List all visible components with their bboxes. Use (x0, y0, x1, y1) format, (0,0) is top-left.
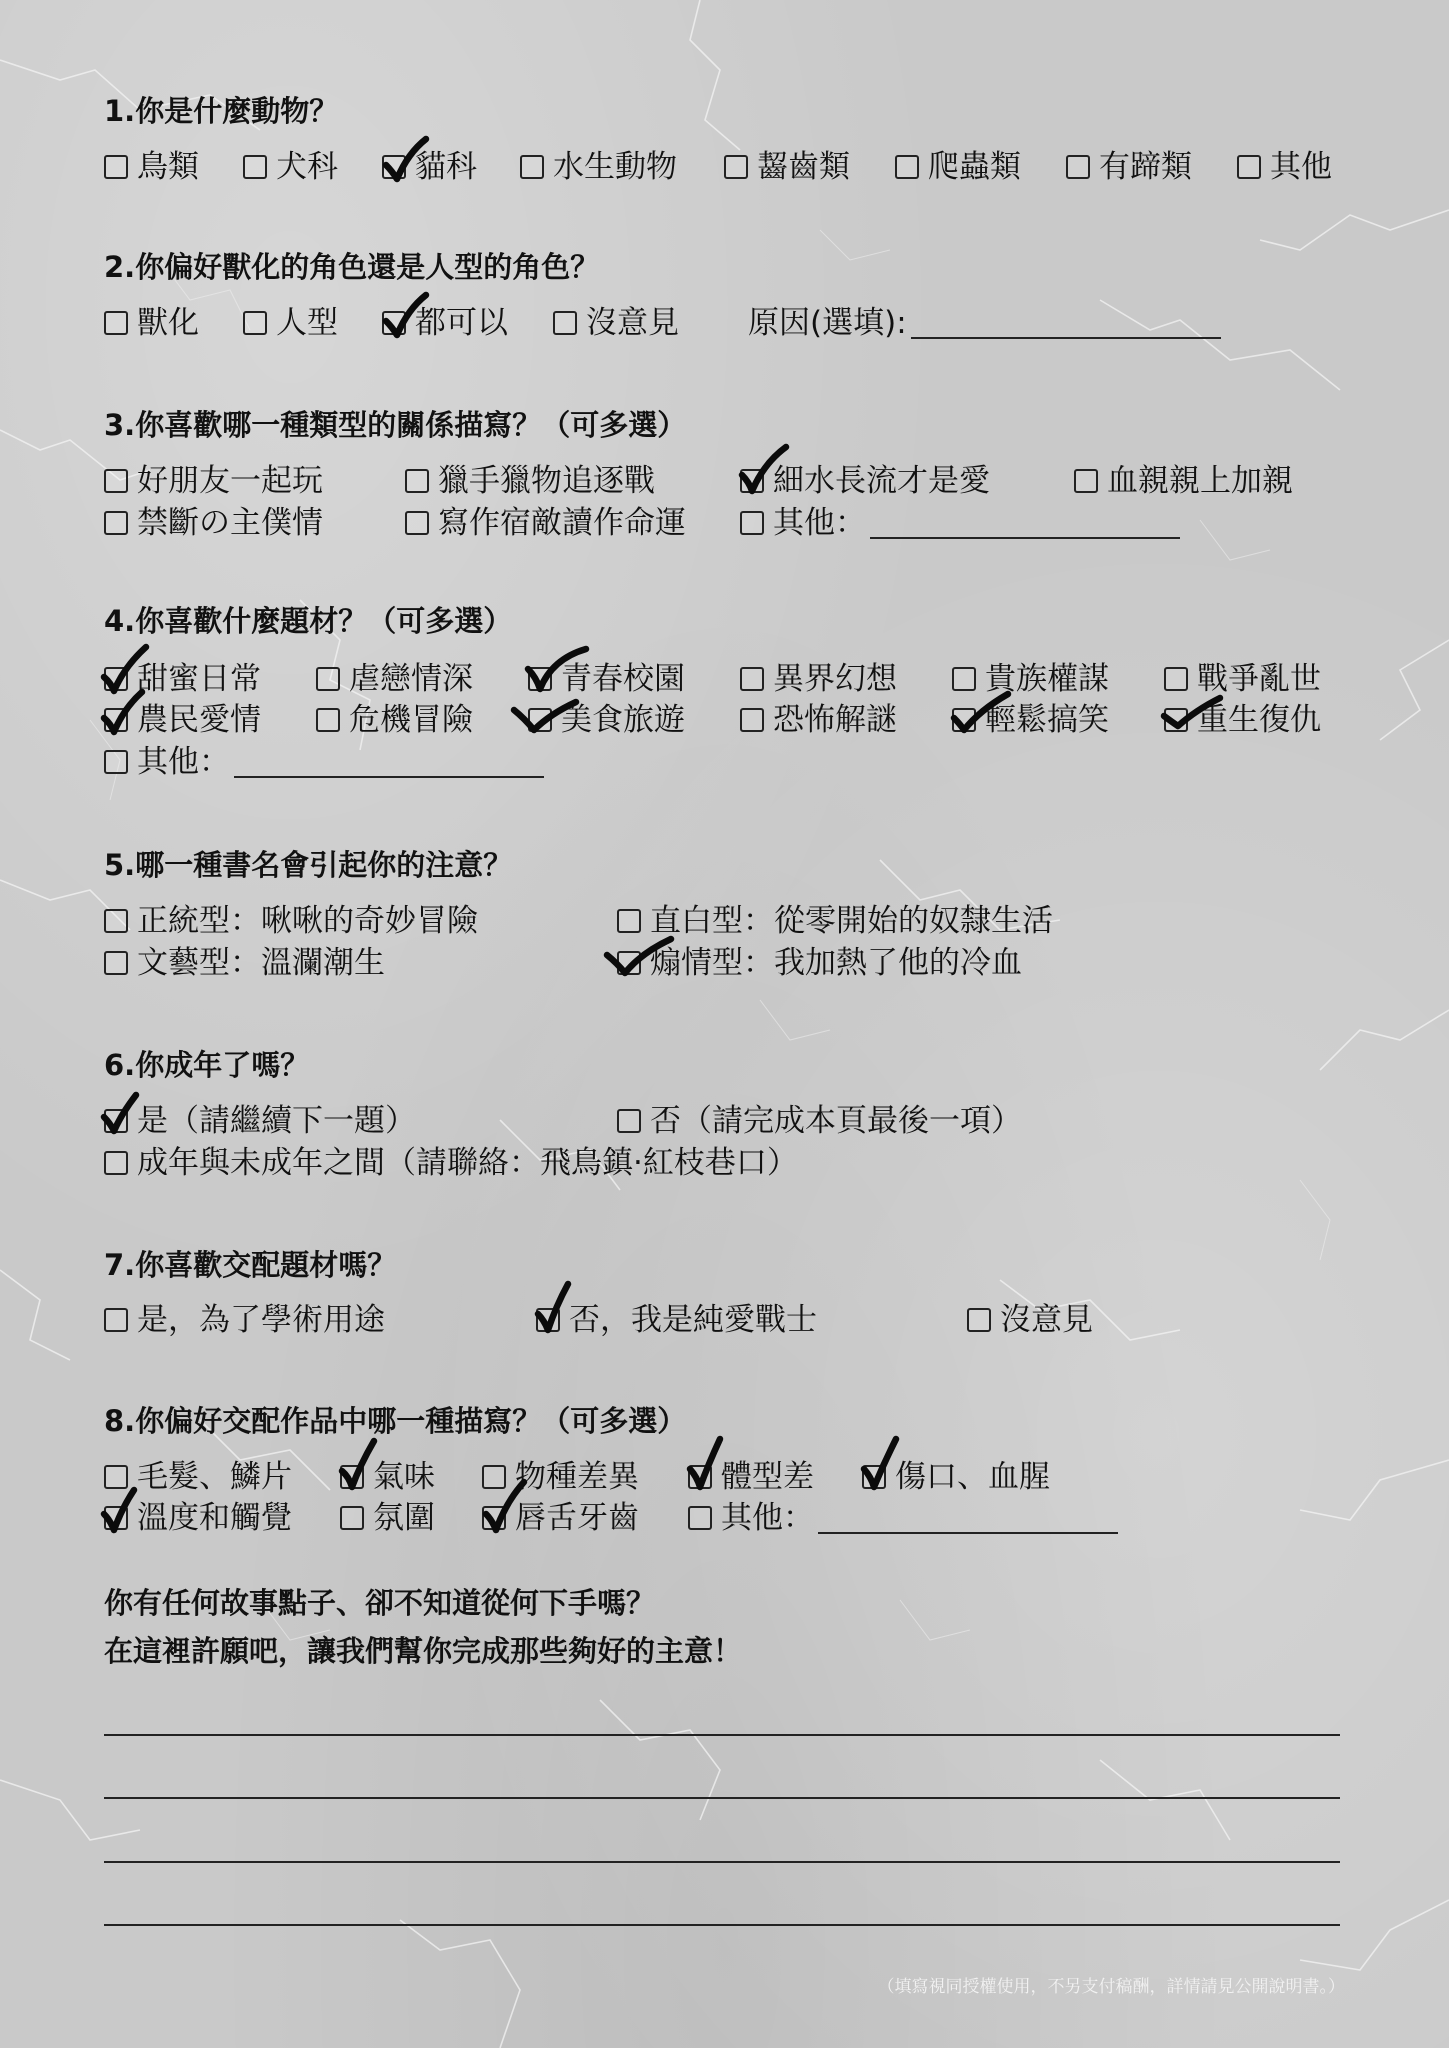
q2-option-beast[interactable] (104, 304, 199, 342)
q8-option-wounds-gore[interactable] (862, 1458, 1050, 1496)
wish-write-line[interactable] (104, 1734, 1340, 1736)
checkbox[interactable] (1074, 469, 1098, 493)
option-label: 文藝型：溫瀾潮生 (137, 945, 385, 981)
option-label: 毛髮、鱗片 (137, 1459, 292, 1495)
q4-option-rebirth-revenge[interactable] (1164, 701, 1321, 739)
option-label: 其他： (721, 1500, 814, 1536)
option-label: 人型 (276, 305, 338, 341)
option-label: 虐戀情深 (349, 661, 473, 697)
question-1-title: 1.你是什麼動物？ (104, 94, 339, 128)
checkbox[interactable] (1237, 155, 1261, 179)
q4-option-crisis-adventure[interactable] (316, 701, 473, 739)
checkbox[interactable] (536, 1308, 560, 1332)
checkbox[interactable] (688, 1465, 712, 1489)
question-7-title: 7.你喜歡交配題材嗎？ (104, 1248, 397, 1282)
q3-option-blood-kin[interactable] (1074, 462, 1293, 500)
checkbox[interactable] (104, 469, 128, 493)
q2-option-human[interactable] (243, 304, 338, 342)
q1-option-other[interactable] (1237, 148, 1332, 186)
q3-option-hunter-prey[interactable] (405, 462, 655, 500)
option-label: 異界幻想 (773, 661, 897, 697)
option-label: 都可以 (415, 305, 508, 341)
option-label: 沒意見 (1000, 1302, 1093, 1338)
question-5-title: 5.哪一種書名會引起你的注意？ (104, 848, 513, 882)
wish-heading-line-2: 在這裡許願吧，讓我們幫你完成那些夠好的主意！ (104, 1634, 743, 1668)
wish-write-line[interactable] (104, 1861, 1340, 1863)
checkbox[interactable] (104, 909, 128, 933)
option-label: 唇舌牙齒 (515, 1500, 639, 1536)
question-8-title: 8.你偏好交配作品中哪一種描寫？（可多選） (104, 1404, 687, 1438)
q6-option-yes[interactable] (104, 1102, 416, 1140)
checkbox[interactable] (243, 155, 267, 179)
q3-option-other[interactable] (740, 504, 1180, 542)
option-label: 危機冒險 (349, 702, 473, 738)
option-label: 血親親上加親 (1107, 463, 1293, 499)
question-3-title: 3.你喜歡哪一種類型的關係描寫？（可多選） (104, 408, 687, 442)
checkmark-icon (534, 1288, 586, 1340)
option-label: 犬科 (276, 149, 338, 185)
checkbox[interactable] (862, 1465, 886, 1489)
checkbox[interactable] (316, 708, 340, 732)
checkmark-icon (102, 688, 154, 740)
checkbox[interactable] (528, 708, 552, 732)
q3-option-rival-fate[interactable] (405, 504, 686, 542)
option-label: 細水長流才是愛 (773, 463, 990, 499)
option-label: 氣味 (373, 1459, 435, 1495)
option-label: 貓科 (415, 149, 477, 185)
q4-option-other[interactable] (104, 743, 544, 781)
q1-option-rodent[interactable] (724, 148, 850, 186)
other-blank-line[interactable] (234, 746, 544, 778)
checkbox[interactable] (724, 155, 748, 179)
question-6-title: 6.你成年了嗎？ (104, 1048, 310, 1082)
q8-option-scent[interactable] (340, 1458, 435, 1496)
q1-option-canine[interactable] (243, 148, 338, 186)
option-label: 美食旅遊 (561, 702, 685, 738)
checkbox[interactable] (104, 155, 128, 179)
q8-option-atmosphere[interactable] (340, 1499, 435, 1537)
option-label: 否（請完成本頁最後一項） (650, 1103, 1022, 1139)
option-label: 戰爭亂世 (1197, 661, 1321, 697)
option-label: 好朋友一起玩 (137, 463, 323, 499)
checkbox[interactable] (740, 708, 764, 732)
q1-option-ungulate[interactable] (1066, 148, 1192, 186)
checkbox[interactable] (340, 1465, 364, 1489)
q1-option-aquatic[interactable] (520, 148, 677, 186)
option-label: 其他 (1270, 149, 1332, 185)
q4-option-comedy[interactable] (952, 701, 1109, 739)
checkmark-icon (950, 688, 1002, 740)
checkbox[interactable] (1066, 155, 1090, 179)
checkbox[interactable] (617, 1109, 641, 1133)
option-label: 物種差異 (515, 1459, 639, 1495)
option-label: 體型差 (721, 1459, 814, 1495)
q1-option-bird[interactable] (104, 148, 199, 186)
q6-option-no[interactable] (617, 1102, 1022, 1140)
q3-option-forbidden-master-servant[interactable] (104, 504, 323, 542)
q4-option-angst-romance[interactable] (316, 660, 473, 698)
checkmark-icon (1162, 688, 1214, 740)
q7-option-yes[interactable] (104, 1301, 385, 1339)
other-blank-line[interactable] (870, 507, 1180, 539)
checkbox[interactable] (340, 1506, 364, 1530)
checkmark-icon (338, 1445, 390, 1497)
option-label: 沒意見 (586, 305, 679, 341)
checkbox[interactable] (740, 469, 764, 493)
q2-reason-field[interactable] (748, 304, 1221, 342)
q3-option-friends[interactable] (104, 462, 323, 500)
checkmark-icon (860, 1445, 912, 1497)
checkbox[interactable] (243, 311, 267, 335)
checkbox[interactable] (520, 155, 544, 179)
option-label: 直白型：從零開始的奴隸生活 (650, 903, 1053, 939)
q5-option-straightforward[interactable] (617, 902, 1053, 940)
q2-option-either[interactable] (382, 304, 508, 342)
checkbox[interactable] (316, 667, 340, 691)
checkmark-icon (615, 931, 667, 983)
checkmark-icon (738, 449, 790, 501)
checkbox[interactable] (1164, 708, 1188, 732)
footer-disclaimer: （填寫視同授權使用，不另支付稿酬，詳情請見公開說明書。） (877, 1977, 1345, 1997)
option-label: 其他： (773, 505, 866, 541)
q4-option-farmer-love[interactable] (104, 701, 261, 739)
checkmark-icon (480, 1486, 532, 1538)
checkbox[interactable] (405, 469, 429, 493)
q3-option-slow-love[interactable] (740, 462, 990, 500)
wish-write-line[interactable] (104, 1924, 1340, 1926)
option-label: 爬蟲類 (928, 149, 1021, 185)
checkmark-icon (102, 1486, 154, 1538)
checkmark-icon (380, 135, 432, 187)
option-label: 輕鬆搞笑 (985, 702, 1109, 738)
option-label: 水生動物 (553, 149, 677, 185)
option-label: 重生復仇 (1197, 702, 1321, 738)
checkbox[interactable] (740, 667, 764, 691)
option-label: 甜蜜日常 (137, 661, 261, 697)
checkbox[interactable] (688, 1506, 712, 1530)
option-label: 氛圍 (373, 1500, 435, 1536)
option-label: 禁斷の主僕情 (137, 505, 323, 541)
checkbox[interactable] (104, 1506, 128, 1530)
option-label: 齧齒類 (757, 149, 850, 185)
checkmark-icon (526, 688, 578, 740)
checkbox[interactable] (952, 708, 976, 732)
option-label: 獵手獵物追逐戰 (438, 463, 655, 499)
option-label: 青春校園 (561, 661, 685, 697)
option-label: 農民愛情 (137, 702, 261, 738)
q5-option-sensational[interactable] (617, 944, 1022, 982)
checkbox[interactable] (104, 1109, 128, 1133)
checkmark-icon (102, 1089, 154, 1141)
question-2-title: 2.你偏好獸化的角色還是人型的角色？ (104, 250, 600, 284)
checkbox[interactable] (553, 311, 577, 335)
checkbox[interactable] (740, 511, 764, 535)
checkbox[interactable] (382, 311, 406, 335)
option-label: 獸化 (137, 305, 199, 341)
option-label: 是，為了學術用途 (137, 1302, 385, 1338)
option-label: 其他： (137, 744, 230, 780)
question-4-title: 4.你喜歡什麼題材？（可多選） (104, 604, 513, 638)
option-label: 溫度和觸覺 (137, 1500, 292, 1536)
q5-option-literary[interactable] (104, 944, 385, 982)
option-label: 是（請繼續下一題） (137, 1103, 416, 1139)
checkbox[interactable] (967, 1308, 991, 1332)
wish-write-line[interactable] (104, 1797, 1340, 1799)
other-blank-line[interactable] (818, 1502, 1118, 1534)
option-label: 正統型：啾啾的奇妙冒險 (137, 903, 478, 939)
checkbox[interactable] (104, 511, 128, 535)
q5-option-orthodox[interactable] (104, 902, 478, 940)
reason-label: 原因(選填): (748, 305, 907, 341)
q4-option-food-travel[interactable] (528, 701, 685, 739)
q8-option-size-difference[interactable] (688, 1458, 814, 1496)
option-label: 否，我是純愛戰士 (569, 1302, 817, 1338)
option-label: 寫作宿敵讀作命運 (438, 505, 686, 541)
q8-option-lips-tongue-teeth[interactable] (482, 1499, 639, 1537)
q2-option-no-opinion[interactable] (553, 304, 679, 342)
checkbox[interactable] (104, 750, 128, 774)
option-label: 恐怖解謎 (773, 702, 897, 738)
q4-option-horror-mystery[interactable] (740, 701, 897, 739)
checkbox[interactable] (382, 155, 406, 179)
q1-option-feline[interactable] (382, 148, 477, 186)
q4-option-isekai[interactable] (740, 660, 897, 698)
option-label: 有蹄類 (1099, 149, 1192, 185)
q1-option-reptile[interactable] (895, 148, 1021, 186)
checkmark-icon (686, 1445, 738, 1497)
checkbox[interactable] (104, 708, 128, 732)
checkbox[interactable] (104, 1308, 128, 1332)
checkmark-icon (380, 291, 432, 343)
checkbox[interactable] (895, 155, 919, 179)
checkbox[interactable] (104, 951, 128, 975)
q6-option-in-between[interactable] (104, 1144, 798, 1182)
checkbox[interactable] (617, 909, 641, 933)
option-label: 鳥類 (137, 149, 199, 185)
option-label: 成年與未成年之間（請聯絡：飛鳥鎮·紅枝巷口） (137, 1145, 798, 1181)
q8-option-other[interactable] (688, 1499, 1118, 1537)
q7-option-no[interactable] (536, 1301, 817, 1339)
wish-heading-line-1: 你有任何故事點子、卻不知道從何下手嗎？ (104, 1586, 656, 1620)
checkbox[interactable] (405, 511, 429, 535)
reason-blank-line[interactable] (911, 307, 1221, 339)
checkbox[interactable] (617, 951, 641, 975)
checkbox[interactable] (482, 1506, 506, 1530)
option-label: 煽情型：我加熱了他的冷血 (650, 945, 1022, 981)
q7-option-no-opinion[interactable] (967, 1301, 1093, 1339)
option-label: 貴族權謀 (985, 661, 1109, 697)
checkbox[interactable] (104, 1151, 128, 1175)
option-label: 傷口、血腥 (895, 1459, 1050, 1495)
q8-option-temperature-touch[interactable] (104, 1499, 292, 1537)
checkbox[interactable] (104, 311, 128, 335)
